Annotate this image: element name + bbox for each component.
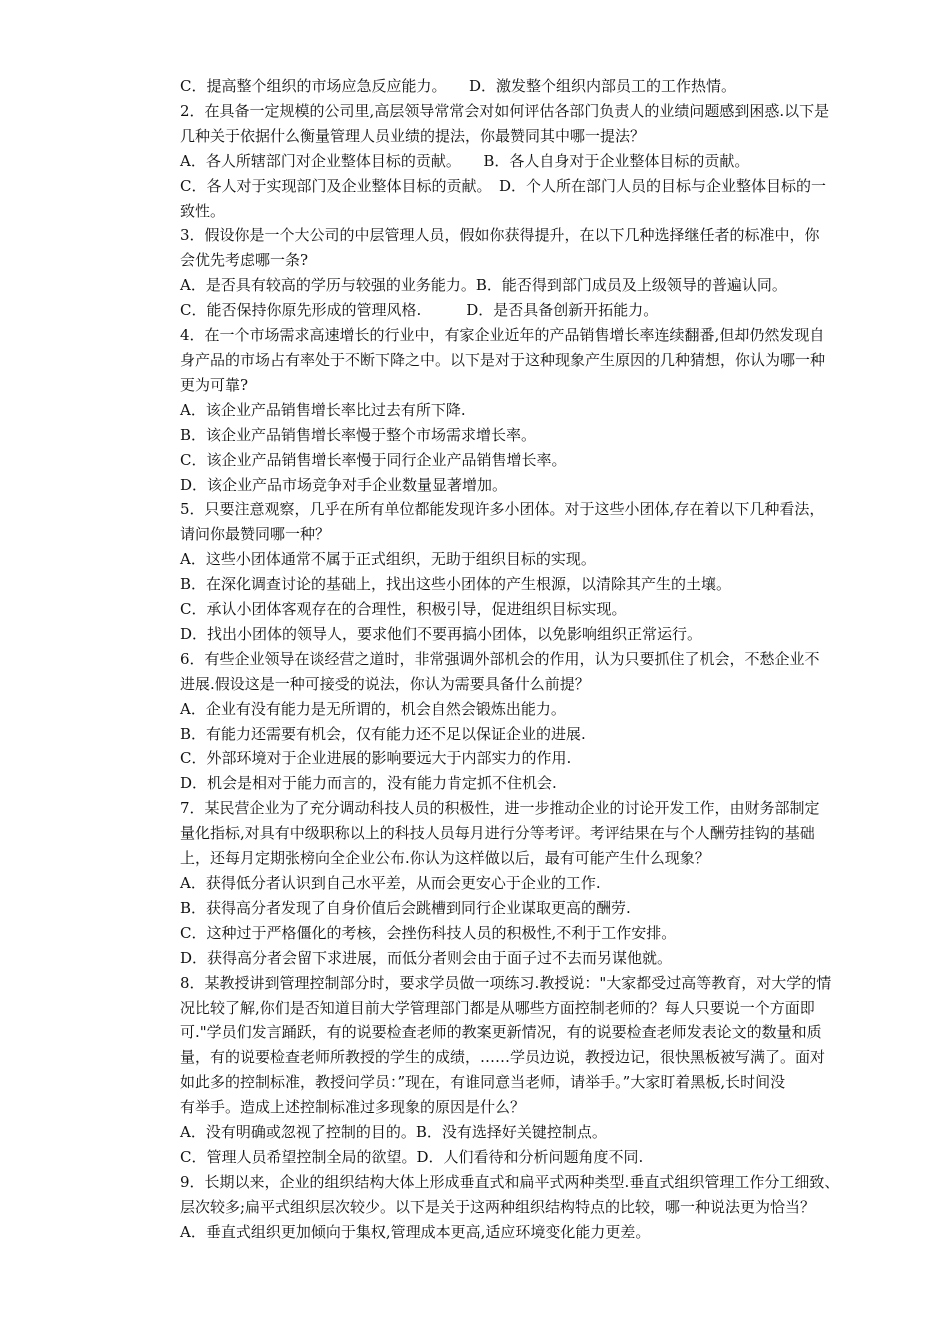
text-line: 层次较多;扁平式组织层次较少。以下是关于这两种组织结构特点的比较，哪一种说法更为恰当？: [180, 1197, 816, 1216]
text-line: C．能否保持你原先形成的管理风格. D．是否具备创新开拓能力。: [180, 301, 659, 320]
text-line: 会优先考虑哪一条?: [180, 251, 309, 270]
text-line: A．各人所辖部门对企业整体目标的贡献。 B．各人自身对于企业整体目标的贡献。: [180, 151, 750, 170]
text-line: C．这种过于严格僵化的考核，会挫伤科技人员的积极性,不利于工作安排。: [180, 923, 677, 942]
text-line: 进展.假设这是一种可接受的说法，你认为需要具备什么前提？: [180, 674, 590, 693]
text-line: 量化指标,对具有中级职称以上的科技人员每月进行分等考评。考评结果在与个人酬劳挂钩的基础: [180, 824, 815, 843]
text-line: 有举手。造成上述控制标准过多现象的原因是什么？: [180, 1098, 526, 1117]
text-line: C．该企业产品销售增长率慢于同行企业产品销售增长率。: [180, 450, 567, 469]
text-line: 如此多的控制标准，教授问学员：”现在，有谁同意当老师，请举手。”大家盯着黑板,长时间没: [180, 1073, 786, 1092]
text-line: A．没有明确或忽视了控制的目的。B．没有选择好关键控制点。: [180, 1123, 607, 1142]
text-line: 更为可靠?: [180, 375, 249, 394]
text-line: D．机会是相对于能力而言的，没有能力肯定抓不住机会.: [180, 774, 557, 793]
text-line: D．找出小团体的领导人，要求他们不要再搞小团体，以免影响组织正常运行。: [180, 624, 703, 643]
text-line: 请问你最赞同哪一种？: [180, 525, 331, 544]
text-line: A．这些小团体通常不属于正式组织，无助于组织目标的实现。: [180, 550, 596, 569]
text-line: 4．在一个市场需求高速增长的行业中，有家企业近年的产品销售增长率连续翻番,但却仍然发现自: [180, 326, 825, 345]
text-line: A．垂直式组织更加倾向于集权,管理成本更高,适应环境变化能力更差。: [180, 1222, 651, 1241]
text-line: 况比较了解,你们是否知道目前大学管理部门都是从哪些方面控制老师的？每人只要说一个方面即: [180, 998, 815, 1017]
text-line: C．各人对于实现部门及企业整体目标的贡献。 D．个人所在部门人员的目标与企业整体目标的一: [180, 176, 827, 195]
text-line: 可."学员们发言踊跃，有的说要检查老师的教案更新情况，有的说要检查老师发表论文的数量和质: [180, 1023, 822, 1042]
text-line: A．是否具有较高的学历与较强的业务能力。B．能否得到部门成员及上级领导的普遍认同。: [180, 276, 787, 295]
text-line: A．获得低分者认识到自己水平差，从而会更安心于企业的工作.: [180, 874, 601, 892]
text-line: B．有能力还需要有机会，仅有能力还不足以保证企业的进展.: [180, 724, 586, 743]
text-line: B．该企业产品销售增长率慢于整个市场需求增长率。: [180, 425, 537, 444]
text-line: 致性。: [180, 201, 226, 220]
text-line: A．企业有没有能力是无所谓的，机会自然会锻炼出能力。: [180, 699, 566, 718]
text-line: 几种关于依据什么衡量管理人员业绩的提法，你最赞同其中哪一提法？: [180, 126, 646, 145]
text-line: 身产品的市场占有率处于不断下降之中。以下是对于这种现象产生原因的几种猜想，你认为哪一种: [180, 350, 826, 369]
text-line: C．外部环境对于企业进展的影响要远大于内部实力的作用.: [180, 749, 572, 768]
text-line: 9．长期以来，企业的组织结构大体上形成垂直式和扁平式两种类型.垂直式组织管理工作分工细致、: [180, 1172, 840, 1191]
text-line: 3．假设你是一个大公司的中层管理人员，假如你获得提升，在以下几种选择继任者的标准中，你: [180, 226, 820, 245]
text-line: 5．只要注意观察，几乎在所有单位都能发现许多小团体。对于这些小团体,存在着以下几种看法，: [180, 500, 825, 519]
text-line: C．承认小团体客观存在的合理性，积极引导，促进组织目标实现。: [180, 600, 627, 619]
text-line: 7．某民营企业为了充分调动科技人员的积极性，进一步推动企业的讨论开发工作，由财务部制定: [180, 799, 820, 818]
document-body: [180, 74, 910, 1245]
text-line: B．获得高分者发现了自身价值后会跳槽到同行企业谋取更高的酬劳.: [180, 898, 631, 917]
text-line: D．获得高分者会留下求进展，而低分者则会由于面子过不去而另谋他就。: [180, 948, 673, 967]
text-line: A．该企业产品销售增长率比过去有所下降.: [180, 400, 466, 419]
text-line: C．提高整个组织的市场应急反应能力。 D．激发整个组织内部员工的工作热情。: [180, 77, 737, 95]
text-line: B．在深化调查讨论的基础上，找出这些小团体的产生根源，以清除其产生的土壤。: [180, 575, 732, 594]
text-line: 上，还每月定期张榜向全企业公布.你认为这样做以后，最有可能产生什么现象？: [180, 849, 710, 868]
text-line: 8．某教授讲到管理控制部分时，要求学员做一项练习.教授说："大家都受过高等教育，对大学的情: [180, 973, 832, 992]
text-line: 量，有的说要检查老师所教授的学生的成绩，……学员边说，教授边记，很快黑板被写满了。面对: [180, 1048, 826, 1067]
text-line: D．该企业产品市场竞争对手企业数量显著增加。: [180, 475, 508, 494]
text-line: 2．在具备一定规模的公司里,高层领导常常会对如何评估各部门负责人的业绩问题感到困惑.以下是: [180, 101, 830, 120]
text-line: 6．有些企业领导在谈经营之道时，非常强调外部机会的作用，认为只要抓住了机会，不愁企业不: [180, 649, 820, 668]
text-line: C．管理人员希望控制全局的欲望。D．人们看待和分析问题角度不同.: [180, 1147, 644, 1166]
